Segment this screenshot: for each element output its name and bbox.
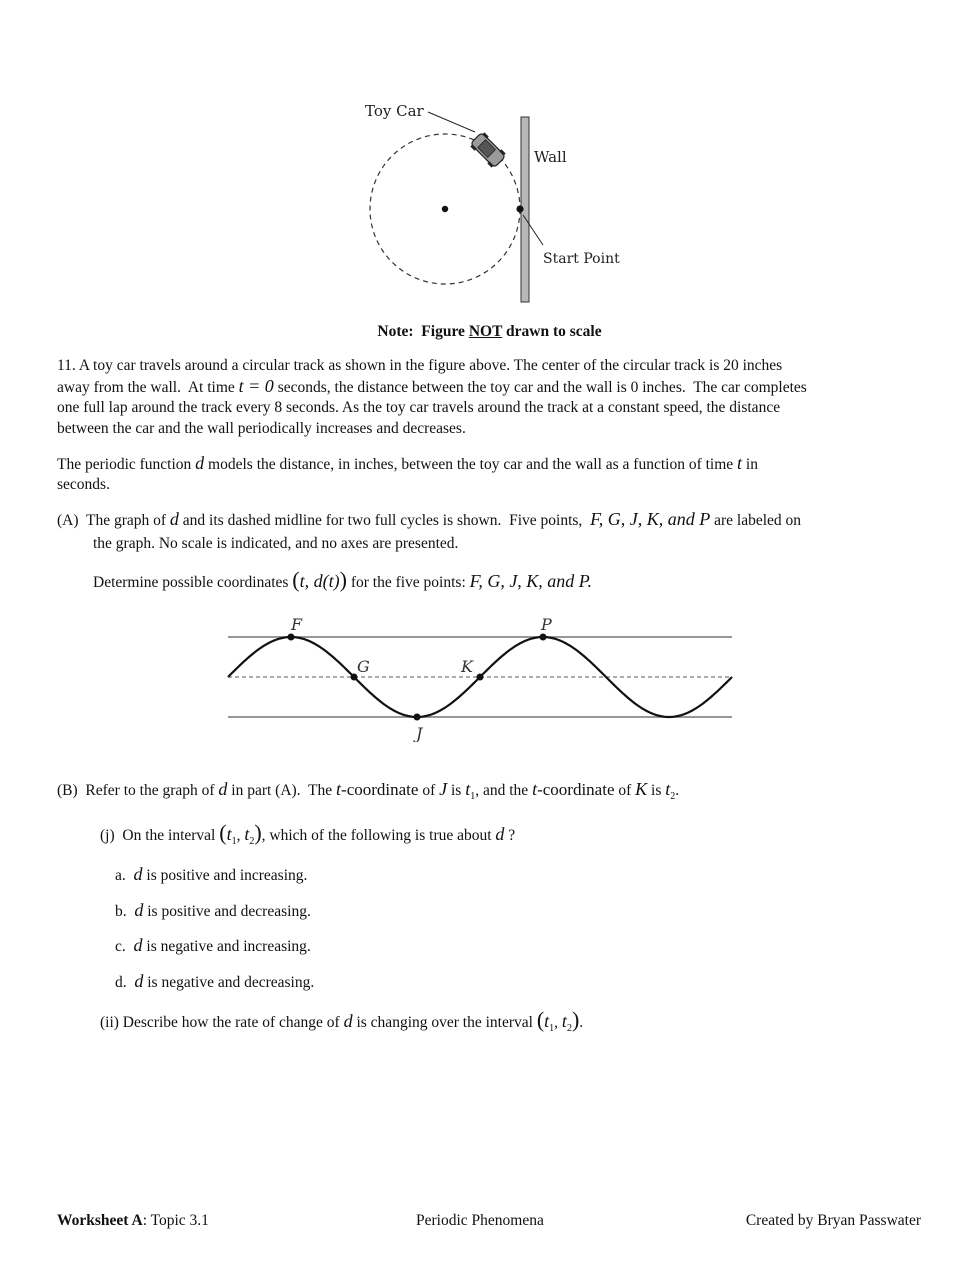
note-emphasis: NOT bbox=[468, 323, 503, 340]
problem-line-3: one full lap around the track every 8 seconds. As the toy car travels around the track at a constant speed, the distance bbox=[57, 399, 781, 416]
coordinate-notation: t, d(t) bbox=[299, 571, 340, 591]
wall-label: Wall bbox=[534, 148, 567, 166]
choice-d[interactable]: d. d is negative and decreasing. bbox=[115, 971, 315, 991]
label-F: F bbox=[291, 615, 303, 634]
choice-b[interactable]: b. d is positive and decreasing. bbox=[115, 900, 311, 920]
note-suffix: drawn to scale bbox=[502, 323, 602, 340]
choice-letter: c. bbox=[115, 938, 126, 955]
point-K bbox=[477, 674, 484, 681]
problem-line-2: away from the wall. At time t = 0 seconds, the distance between the toy car and the wall is 0 inches. The car completes bbox=[57, 376, 807, 396]
problem-paragraph-2-end: seconds. bbox=[57, 476, 110, 493]
choice-letter: d. bbox=[115, 974, 127, 991]
choice-letter: a. bbox=[115, 867, 126, 884]
start-point-label: Start Point bbox=[543, 251, 620, 267]
part-a-line-1: (A) The graph of d and its dashed midline for two full cycles is shown. Five points, F, G, J, K, and P are labeled on bbox=[57, 509, 802, 529]
sinusoid-graph bbox=[225, 612, 737, 742]
footer-left: Worksheet A: Topic 3.1 bbox=[57, 1212, 209, 1229]
choice-letter: b. bbox=[115, 903, 127, 920]
track-figure bbox=[355, 95, 635, 310]
point-F bbox=[288, 634, 295, 641]
problem-line-1: 11. A toy car travels around a circular track as shown in the figure above. The center of the circular track is 20 inches bbox=[57, 357, 783, 374]
toy-car-pointer bbox=[428, 112, 475, 132]
figure-note bbox=[0, 323, 979, 341]
choice-a[interactable]: a. d is positive and increasing. bbox=[115, 864, 308, 884]
question-ii: (ii) Describe how the rate of change of d is changing over the interval ($t_1$, $t_2$). bbox=[100, 1007, 584, 1035]
choice-c[interactable]: c. d is negative and increasing. bbox=[115, 935, 311, 955]
label-J: J bbox=[416, 724, 423, 742]
part-b-intro: (B) Refer to the graph of d in part (A). The t-coordinate of J is $t_1$, and the t-coordinate of K is $t_2$. bbox=[57, 779, 680, 803]
question-j: (j) On the interval ($t_1$, $t_2$), which of the following is true about d ? bbox=[100, 820, 516, 848]
point-list: F, G, J, K, and P bbox=[590, 509, 711, 529]
toy-car-label: Toy Car bbox=[365, 102, 424, 120]
note-prefix: Note: Figure bbox=[377, 323, 469, 340]
part-a-line-2: the graph. No scale is indicated, and no axes are presented. bbox=[93, 535, 459, 552]
point-J bbox=[414, 714, 421, 721]
footer-right: Created by Bryan Passwater bbox=[745, 1212, 921, 1229]
footer-center: Periodic Phenomena bbox=[416, 1212, 544, 1229]
point-P bbox=[540, 634, 547, 641]
t-equals-zero: t = 0 bbox=[238, 376, 274, 396]
problem-paragraph-2: The periodic function d models the distance, in inches, between the toy car and the wall as a function of time t in bbox=[57, 453, 758, 473]
label-P: P bbox=[541, 615, 552, 634]
part-a-determine: Determine possible coordinates (t, d(t)) for the five points: F, G, J, K, and P. bbox=[93, 567, 592, 592]
problem-line-4: between the car and the wall periodically increases and decreases. bbox=[57, 420, 466, 437]
track-center-dot bbox=[442, 206, 448, 212]
label-G: G bbox=[357, 657, 370, 676]
start-point-dot bbox=[516, 205, 523, 212]
label-K: K bbox=[461, 657, 473, 676]
toy-car-icon bbox=[469, 131, 507, 169]
